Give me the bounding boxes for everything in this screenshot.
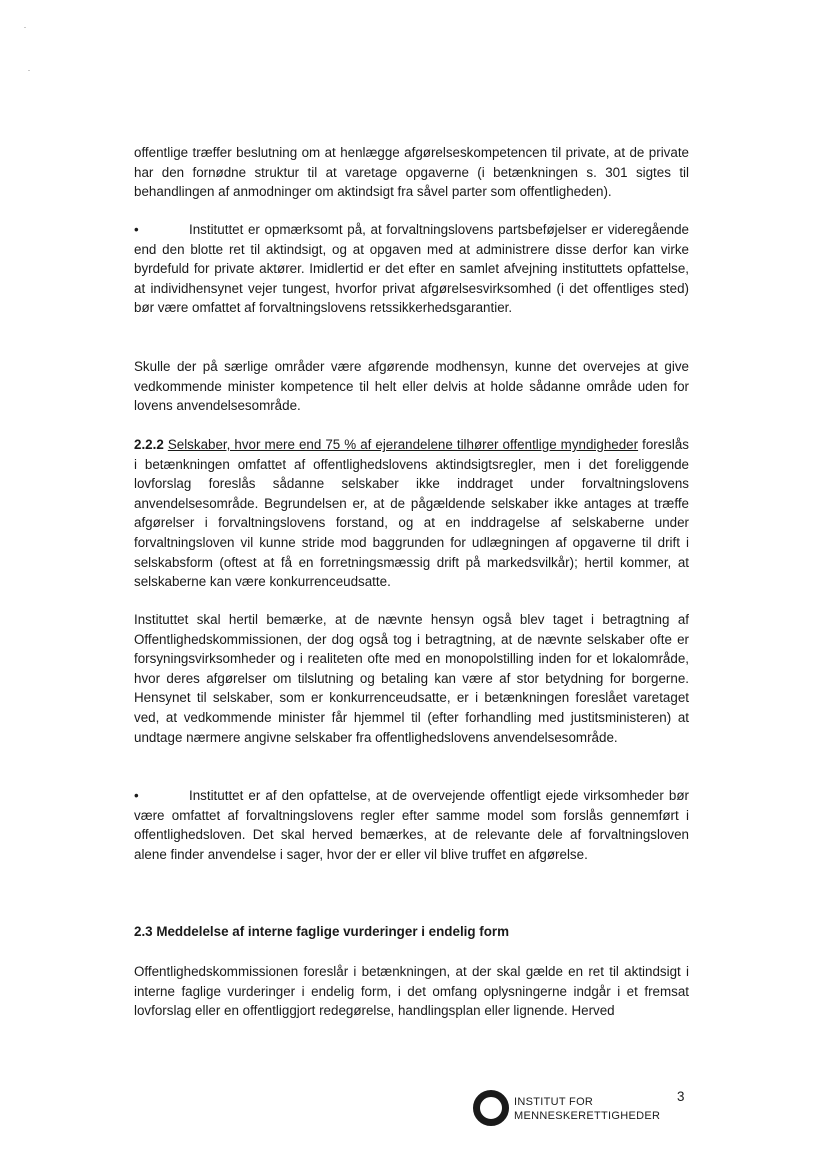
bullet-marker: • <box>134 788 139 803</box>
paragraph-text: foreslås i betænkningen omfattet af offentlighedslovens aktindsigtsregler, men i det foreliggende lovforslag foreslås sådanne selskaber ikke inddraget under forvaltningslovens anvendelsesområde. Begrundelsen er, at de pågældende selskaber ikke antages at træffe afgørelser i forvaltningslovens forstand, og at en inddragelse af selskaberne under forvaltningsloven vil kunne stride mod baggrunden for udlægningen af opgaverne til drift i selskabsform (oftest at få en forretningsmæssig drift på markedsvilkår); hertil kommer, at selskaberne kan være konkurrenceudsatte. <box>134 437 689 590</box>
bullet-paragraph <box>134 786 689 864</box>
paragraph-text: Instituttet skal hertil bemærke, at de nævnte hensyn også blev taget i betragtning af Offentlighedskommissionen, der dog også tog i betragtning, at de nævnte selskaber ofte er forsyningsvirksomheder og i realiteten ofte med en monopolstilling inden for et lokalområde, hvor deres afgørelser om tilslutning og betaling kan være af stor betydning for borgerne. Hensynet til selskaber, som er konkurrenceudsatte, er i betænkningen foreslået varetaget ved, at vedkommende minister får hjemmel til (efter forhandling med justitsministeren) at undtage nærmere angivne selskaber fra offentlighedslovens anvendelsesområde. <box>134 612 689 745</box>
scan-speck <box>24 27 26 28</box>
paragraph <box>134 357 689 416</box>
section-heading: 2.3 Meddelelse af interne faglige vurderinger i endelig form <box>134 924 510 939</box>
page-number: 3 <box>677 1089 685 1104</box>
bullet-text: Instituttet er opmærksomt på, at forvaltningslovens partsbeføjelser er videregående end den blotte ret til aktindsigt, og at opgaven med at administrere disse derfor kan virke byrdefuld for private aktører. Imidlertid er det efter en samlet afvejning instituttets opfattelse, at individhensynet vejer tungest, hvorfor privat afgørelsesvirksomhed (i det offentliges sted) bør være omfattet af forvaltningslovens retssikkerhedsgarantier. <box>134 222 689 316</box>
paragraph-text: Skulle der på særlige områder være afgørende modhensyn, kunne det overvejes at give vedkommende minister kompetence til helt eller delvis at holde sådanne område uden for lovens anvendelsesområde. <box>134 359 689 414</box>
scan-speck <box>28 70 30 71</box>
paragraph-text: offentlige træffer beslutning om at henlægge afgørelseskompetencen til private, at de private har den fornødne struktur til at varetage opgaverne (i betænkningen s. 301 sigtes til behandlingen af anmodninger om aktindsigt fra såvel parter som offentligheden). <box>134 145 689 200</box>
paragraph <box>134 962 689 1021</box>
section-number: 2.2.2 <box>134 437 164 452</box>
bullet-marker: • <box>134 222 139 237</box>
bullet-text: Instituttet er af den opfattelse, at de overvejende offentligt ejede virksomheder bør være omfattet af forvaltningslovens regler efter samme model som forslås gennemført i offentlighedsloven. Det skal herved bemærkes, at de relevante dele af forvaltningsloven alene finder anvendelse i sager, hvor der er eller vil blive truffet en afgørelse. <box>134 788 689 862</box>
section-paragraph <box>134 435 689 592</box>
paragraph <box>134 143 689 202</box>
logo-line-1: INSTITUT FOR <box>514 1096 594 1108</box>
logo-ring-icon <box>472 1089 510 1127</box>
paragraph-text: Offentlighedskommissionen foreslår i betænkningen, at der skal gælde en ret til aktindsigt i interne faglige vurderinger i endelig form, i det omfang oplysningerne indgår i et fremsat lovforslag eller en offentliggjort redegørelse, handlingsplan eller lignende. Herved <box>134 964 689 1019</box>
underlined-phrase: Selskaber, hvor mere end 75 % af ejerandelene tilhører offentlige myndigheder <box>167 437 639 452</box>
logo-line-2: MENNESKERETTIGHEDER <box>514 1109 661 1122</box>
institute-logo <box>472 1089 672 1129</box>
bullet-paragraph <box>134 220 689 318</box>
paragraph <box>134 610 689 747</box>
